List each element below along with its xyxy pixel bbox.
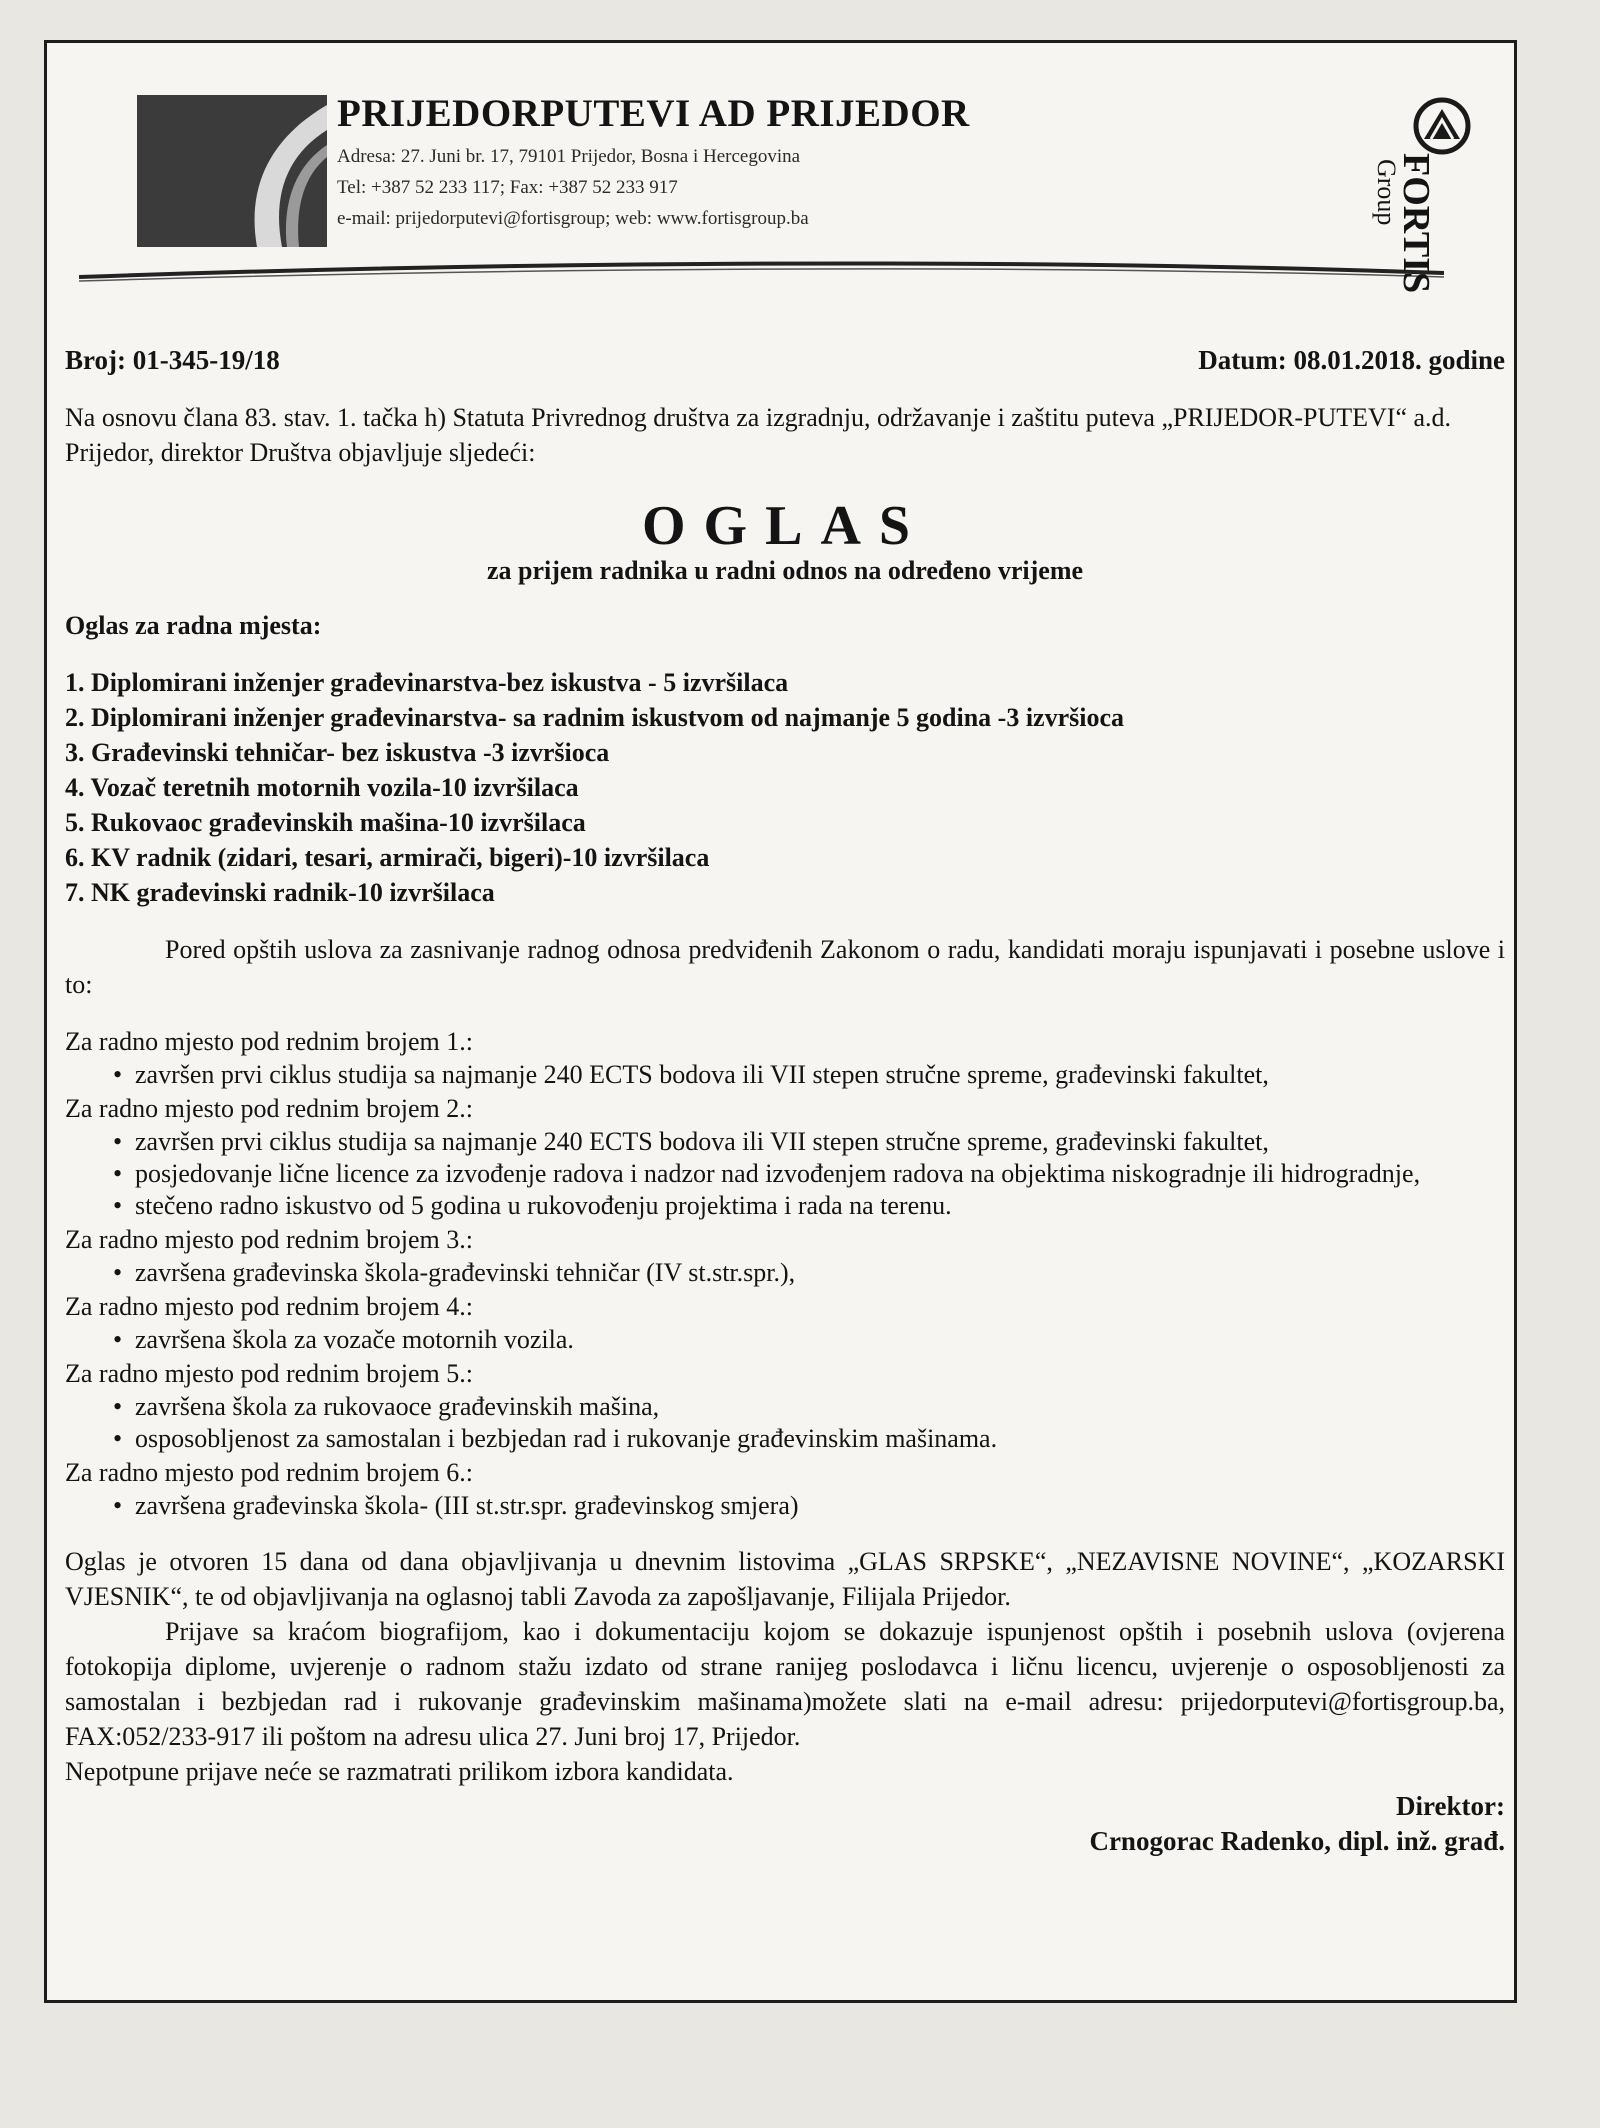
requirements-section — [65, 1024, 1505, 1522]
req-item: • osposobljenost za samostalan i bezbjedan rad i rukovanje građevinskim mašinama. — [135, 1423, 1505, 1455]
company-address: Adresa: 27. Juni br. 17, 79101 Prijedor, Bosna i Hercegovina — [337, 146, 801, 167]
req-item: • završena škola za rukovaoce građevinskih mašina, — [135, 1391, 1505, 1423]
fortis-brand-sub: Group — [1372, 159, 1401, 226]
req-item: • posjedovanje lične licence za izvođenje radova i nadzor nad izvođenjem radova na objektima niskogradnje ili hidrogradnje, — [135, 1158, 1505, 1190]
meta-row — [65, 343, 1505, 378]
position-item: 5. Rukovaoc građevinskih mašina-10 izvršilaca — [65, 808, 586, 837]
position-item: 1. Diplomirani inženjer građevinarstva-bez iskustva - 5 izvršilaca — [65, 668, 789, 697]
req-item: • završena građevinska škola- (III st.str.spr. građevinskog smjera) — [135, 1490, 1505, 1522]
req-item: • završen prvi ciklus studija sa najmanje 240 ECTS bodova ili VII stepen stručne spreme, građevinski fakultet, — [135, 1126, 1505, 1158]
header-swoosh-rule — [79, 255, 1444, 285]
closing-paragraph-1: Oglas je otvoren 15 dana od dana objavljivanja u dnevnim listovima „GLAS SRPSKE“, „NEZAVISNE NOVINE“, „KOZARSKI VJESNIK“, te od objavljivanja na oglasnoj tabli Zavoda za zapošljavanje, Filijala Prijedor. — [65, 1547, 1505, 1611]
req-list-6 — [65, 1490, 1505, 1522]
positions-list — [65, 665, 1505, 910]
letterhead — [47, 43, 1514, 343]
signature-role: Direktor: — [1396, 1791, 1505, 1821]
req-item: • završen prvi ciklus studija sa najmanje 240 ECTS bodova ili VII stepen stručne spreme, građevinski fakultet, — [135, 1059, 1505, 1091]
company-name: PRIJEDORPUTEVI AD PRIJEDOR — [337, 92, 970, 135]
req-heading-6: Za radno mjesto pod rednim brojem 6.: — [65, 1458, 473, 1487]
conditions-intro: Pored opštih uslova za zasnivanje radnog odnosa predviđenih Zakonom o radu, kandidati moraju ispunjavati i posebne uslove i to: — [65, 935, 1505, 999]
ad-body — [65, 343, 1505, 1859]
company-logo — [137, 95, 327, 247]
req-heading-5: Za radno mjesto pod rednim brojem 5.: — [65, 1359, 473, 1388]
intro-paragraph: Na osnovu člana 83. stav. 1. tačka h) Statuta Privrednog društva za izgradnju, održavanje i zaštitu puteva „PRIJEDOR-PUTEVI“ a.d. Prijedor, direktor Društva objavljuje sljedeći: — [65, 403, 1452, 467]
req-list-1 — [65, 1059, 1505, 1091]
req-heading-1: Za radno mjesto pod rednim brojem 1.: — [65, 1027, 473, 1056]
closing-paragraph-2: Prijave sa kraćom biografijom, kao i dokumentaciju kojom se dokazuje ispunjenost opštih i posebnih uslova (ovjerena fotokopija diplome, uvjerenje o radnom stažu izdato od strane ranijeg poslodavca i ličnu licencu, uvjerenje o osposobljenosti za samostalan i bezbjedan rad i rukovanje građevinskim mašinama)možete slati na e-mail adresu: prijedorputevi@fortisgroup.ba, FAX:052/233-917 ili poštom na adresu ulica 27. Juni broj 17, Prijedor. — [65, 1617, 1505, 1751]
req-item: • završena građevinska škola-građevinski tehničar (IV st.str.spr.), — [135, 1257, 1505, 1289]
req-list-2 — [65, 1126, 1505, 1222]
req-list-3 — [65, 1257, 1505, 1289]
job-ad-page — [44, 40, 1517, 2003]
ad-title: OGLAS — [641, 495, 929, 557]
fortis-brand: FORTIS — [1395, 153, 1437, 294]
signature-name: Crnogorac Radenko, dipl. inž. građ. — [1089, 1826, 1505, 1856]
company-phone: Tel: +387 52 233 117; Fax: +387 52 233 917 — [337, 177, 678, 198]
document-date: Datum: 08.01.2018. godine — [1198, 345, 1505, 375]
req-list-5 — [65, 1391, 1505, 1455]
position-item: 7. NK građevinski radnik-10 izvršilaca — [65, 878, 495, 907]
positions-heading: Oglas za radna mjesta: — [65, 611, 322, 640]
req-heading-4: Za radno mjesto pod rednim brojem 4.: — [65, 1292, 473, 1321]
position-item: 4. Vozač teretnih motornih vozila-10 izvršilaca — [65, 773, 579, 802]
document-number: Broj: 01-345-19/18 — [65, 345, 280, 375]
req-list-4 — [65, 1324, 1505, 1356]
req-heading-2: Za radno mjesto pod rednim brojem 2.: — [65, 1094, 473, 1123]
closing-paragraph-3: Nepotpune prijave neće se razmatrati prilikom izbora kandidata. — [65, 1757, 734, 1786]
req-item: • završena škola za vozače motornih vozila. — [135, 1324, 1505, 1356]
position-item: 2. Diplomirani inženjer građevinarstva- sa radnim iskustvom od najmanje 5 godina -3 izvršioca — [65, 703, 1125, 732]
req-heading-3: Za radno mjesto pod rednim brojem 3.: — [65, 1225, 473, 1254]
position-item: 6. KV radnik (zidari, tesari, armirači, bigeri)-10 izvršilaca — [65, 843, 710, 872]
company-email-web: e-mail: prijedorputevi@fortisgroup; web: www.fortisgroup.ba — [337, 208, 809, 229]
ad-subtitle: za prijem radnika u radni odnos na određeno vrijeme — [486, 556, 1084, 585]
position-item: 3. Građevinski tehničar- bez iskustva -3 izvršioca — [65, 738, 610, 767]
req-item: • stečeno radno iskustvo od 5 godina u rukovođenju projektima i rada na terenu. — [135, 1190, 1505, 1222]
